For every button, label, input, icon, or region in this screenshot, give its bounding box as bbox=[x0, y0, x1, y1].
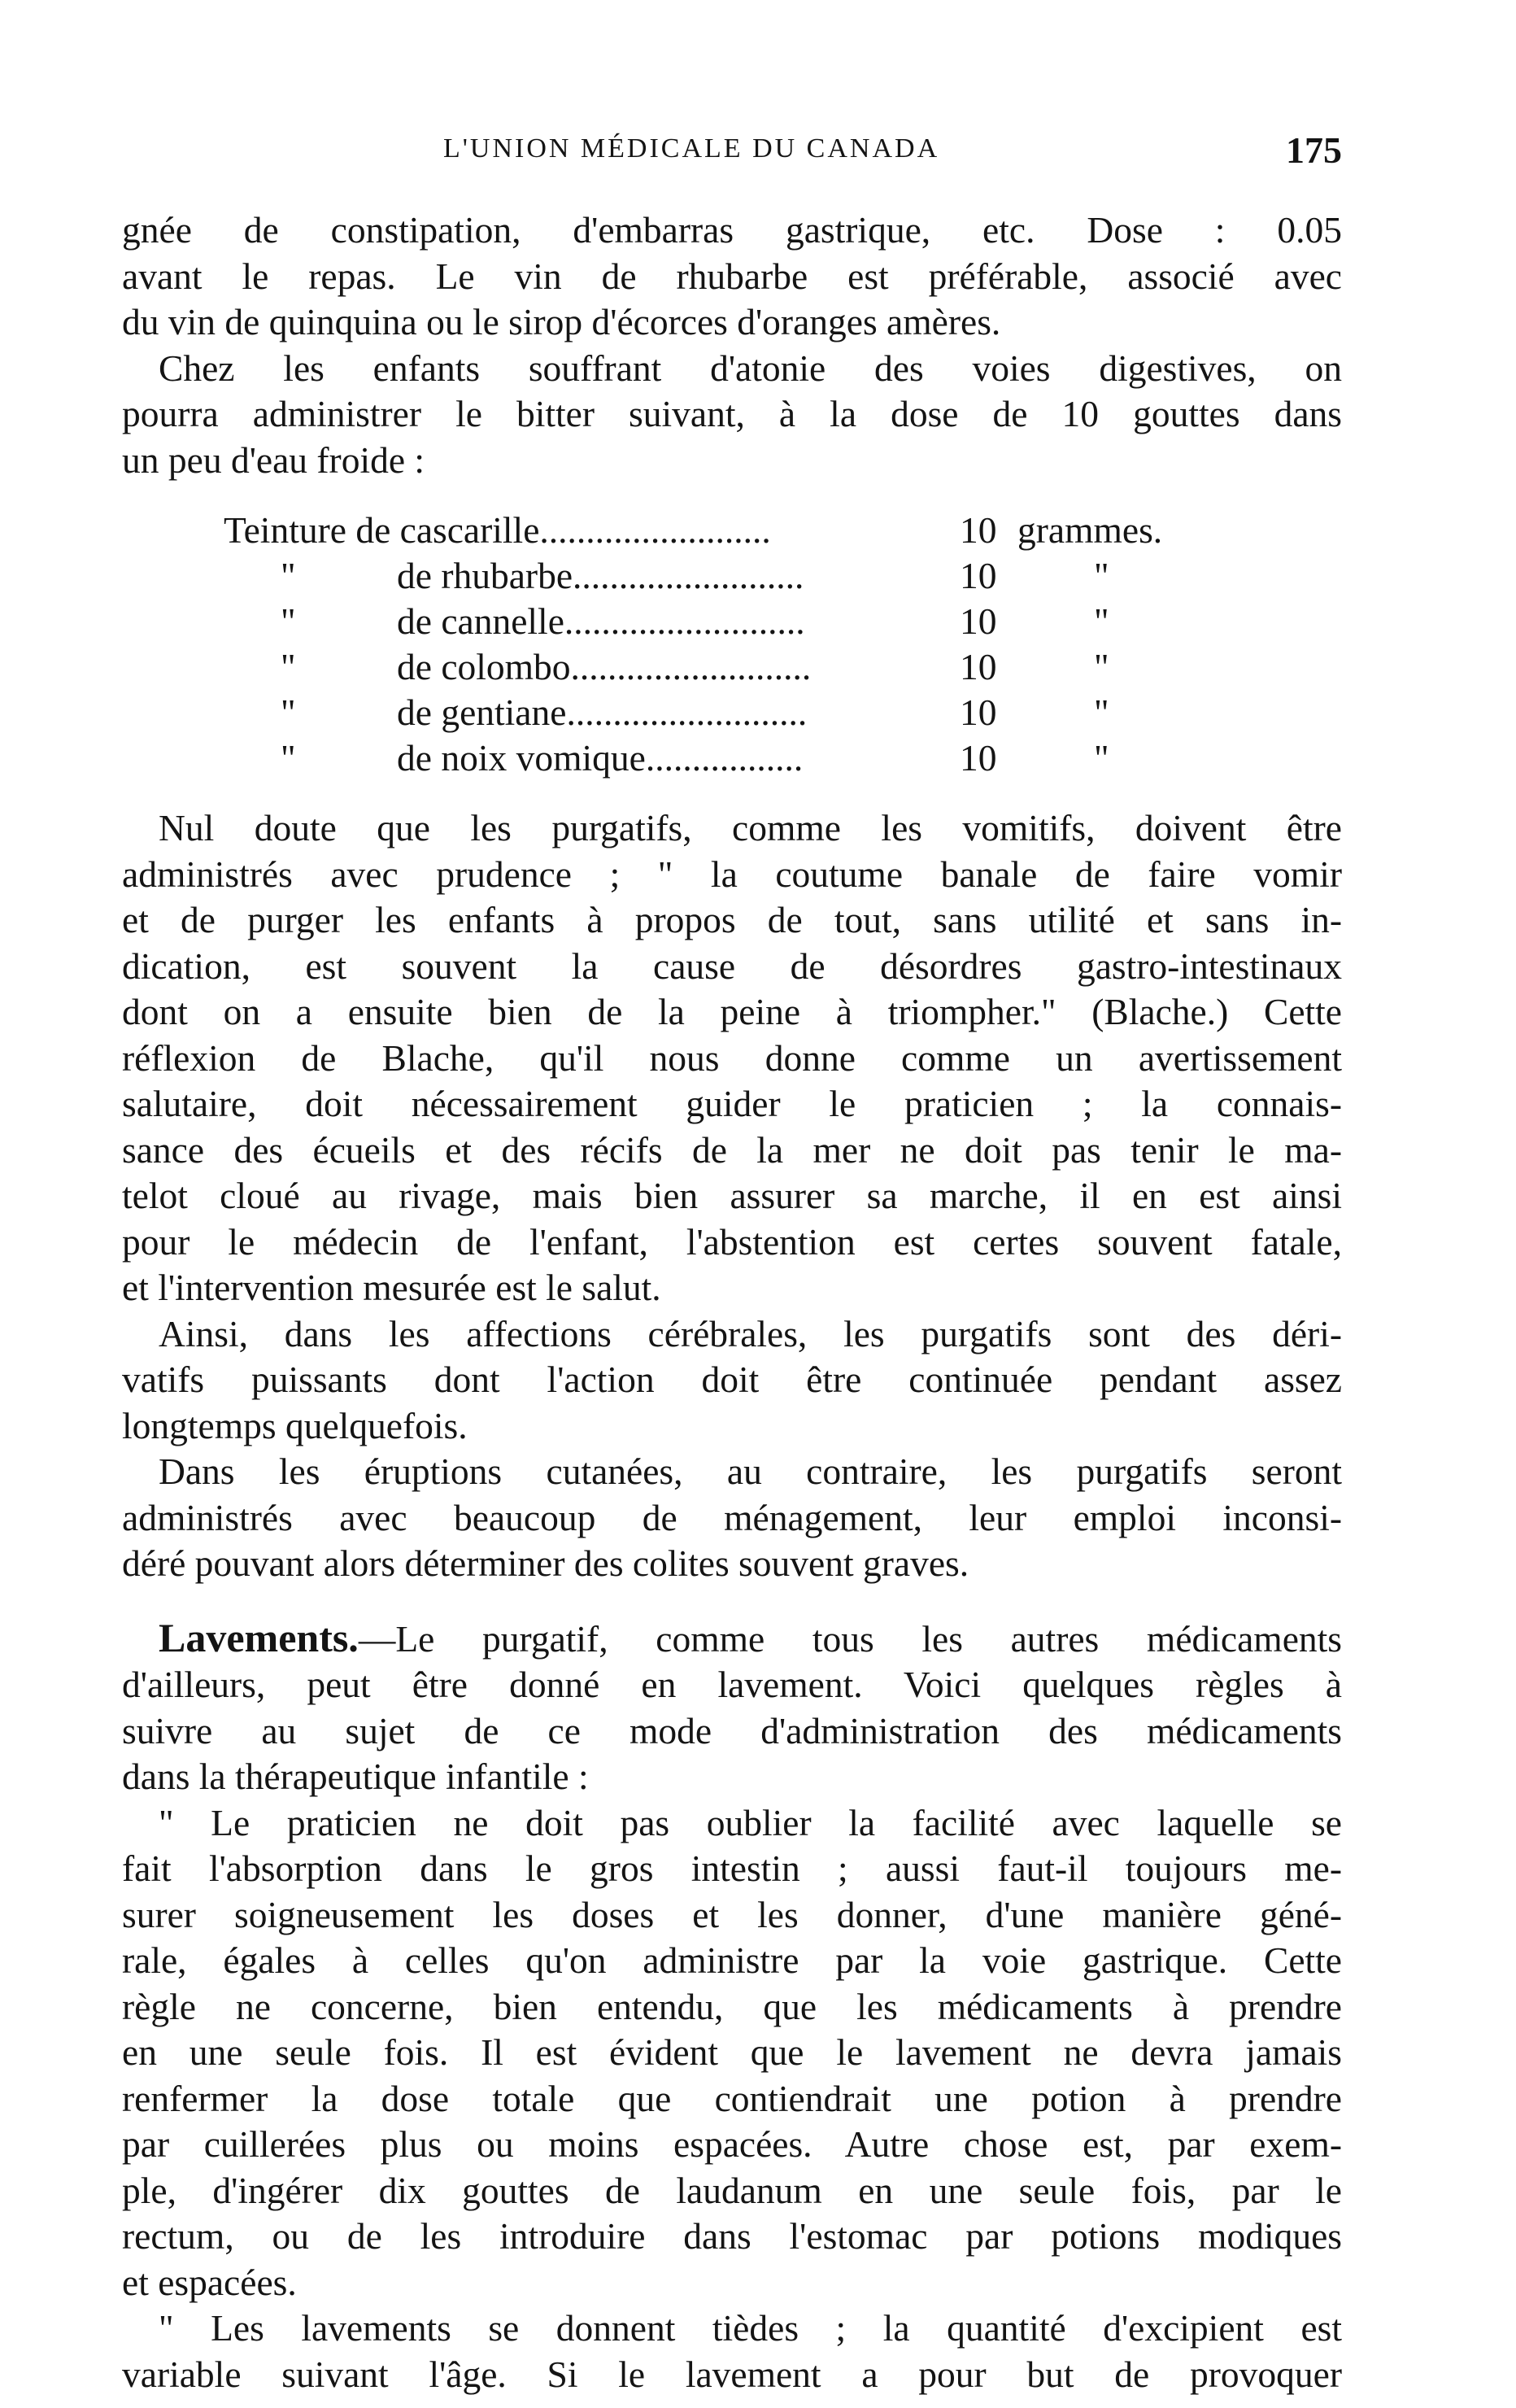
text-line: telot cloué au rivage, mais bien assurer sa marche, il en est ainsi bbox=[122, 1175, 1342, 1216]
text-line: réflexion de Blache, qu'il nous donne comme un avertissement bbox=[122, 1036, 1342, 1079]
ditto-mark: " bbox=[1094, 555, 1109, 596]
ditto-mark: " bbox=[1094, 600, 1109, 642]
ditto-mark: " bbox=[281, 646, 296, 687]
text-line: déré pouvant alors déterminer des colites souvent graves. bbox=[122, 1542, 969, 1584]
text-line: administrés avec prudence ; " la coutume banale de faire vomir bbox=[122, 853, 1342, 895]
section-gap bbox=[122, 1587, 1342, 1615]
paragraph-constipation bbox=[122, 207, 1342, 346]
ingredient-name: de colombo.......................... bbox=[397, 646, 812, 687]
body-text bbox=[122, 207, 1342, 2397]
text-line: dans la thérapeutique infantile : bbox=[122, 1756, 589, 1797]
text-line: surer soigneusement les doses et les donner, d'une manière géné- bbox=[122, 1893, 1342, 1935]
text-line: règle ne concerne, bien entendu, que les médicaments à prendre bbox=[122, 1985, 1342, 2027]
text-line: fait l'absorption dans le gros intestin ; aussi faut-il toujours me- bbox=[122, 1847, 1342, 1889]
ingredient-quantity: 10 bbox=[960, 691, 997, 733]
text-line: et de purger les enfants à propos de tout, sans utilité et sans in- bbox=[122, 899, 1342, 940]
recipe-row bbox=[122, 508, 1342, 553]
recipe-row bbox=[122, 735, 1342, 781]
ditto-mark: " bbox=[1094, 691, 1109, 733]
recipe-row bbox=[122, 644, 1342, 690]
recipe-row bbox=[122, 553, 1342, 599]
text-line: et espacées. bbox=[122, 2261, 297, 2303]
ditto-mark: " bbox=[1094, 737, 1109, 779]
paragraph-purgatifs bbox=[122, 805, 1342, 1311]
ditto-mark: " bbox=[281, 600, 296, 642]
ingredient-quantity: 10 bbox=[960, 600, 997, 642]
text-line: un peu d'eau froide : bbox=[122, 438, 425, 481]
recipe-table bbox=[122, 508, 1342, 781]
text-line: " Les lavements se donnent tièdes ; la quantité d'excipient est bbox=[159, 2307, 1342, 2349]
text-line: Chez les enfants souffrant d'atonie des voies digestives, on bbox=[159, 347, 1342, 389]
ditto-mark: " bbox=[1094, 646, 1109, 687]
text-line: et l'intervention mesurée est le salut. bbox=[122, 1267, 661, 1308]
ingredient-name: de noix vomique................. bbox=[397, 737, 804, 779]
ingredient-name: Teinture de cascarille......................... bbox=[224, 509, 771, 551]
text-line: gnée de constipation, d'embarras gastrique, etc. Dose : 0.05 bbox=[122, 209, 1342, 251]
text-line: pour le médecin de l'enfant, l'abstention est certes souvent fatale, bbox=[122, 1220, 1342, 1263]
text-line: d'ailleurs, peut être donné en lavement. Voici quelques règles à bbox=[122, 1664, 1342, 1705]
text-line: variable suivant l'âge. Si le lavement a pour but de provoquer bbox=[122, 2353, 1342, 2395]
recipe-row bbox=[122, 599, 1342, 644]
text-line: Nul doute que les purgatifs, comme les vomitifs, doivent être bbox=[159, 807, 1342, 848]
page-number: 175 bbox=[1286, 129, 1342, 171]
ingredient-name: de rhubarbe......................... bbox=[397, 555, 804, 596]
running-title: L'UNION MÉDICALE DU CANADA bbox=[443, 133, 940, 164]
ditto-mark: " bbox=[281, 737, 296, 779]
ditto-mark: " bbox=[281, 691, 296, 733]
recipe-row bbox=[122, 690, 1342, 735]
text-line: sance des écueils et des récifs de la mer ne doit pas tenir le ma- bbox=[122, 1128, 1342, 1171]
text-line: vatifs puissants dont l'action doit être continuée pendant assez bbox=[122, 1359, 1342, 1400]
paragraph-bitter bbox=[122, 346, 1342, 484]
text-line: rectum, ou de les introduire dans l'estomac par potions modiques bbox=[122, 2215, 1342, 2257]
text-line: dication, est souvent la cause de désordres gastro-intestinaux bbox=[122, 944, 1342, 987]
ditto-mark: " bbox=[281, 555, 296, 596]
ingredient-quantity: 10 bbox=[960, 646, 997, 687]
ingredient-quantity: 10 bbox=[960, 555, 997, 596]
text-line: longtemps quelquefois. bbox=[122, 1404, 468, 1446]
text-line: par cuillerées plus ou moins espacées. Autre chose est, par exem- bbox=[122, 2123, 1342, 2165]
text-line: salutaire, doit nécessairement guider le praticien ; la connais- bbox=[122, 1083, 1342, 1124]
text-line: pourra administrer le bitter suivant, à la dose de 10 gouttes dans bbox=[122, 393, 1342, 434]
paragraph-eruptions bbox=[122, 1449, 1342, 1587]
text-line: du vin de quinquina ou le sirop d'écorces d'oranges amères. bbox=[122, 301, 1001, 342]
ingredient-unit: grammes. bbox=[1017, 509, 1163, 551]
ingredient-name: de gentiane.......................... bbox=[397, 691, 808, 733]
text-line: dont on a ensuite bien de la peine à triompher." (Blache.) Cette bbox=[122, 991, 1342, 1032]
paragraph-tiedes bbox=[122, 2305, 1342, 2397]
text-line: Dans les éruptions cutanées, au contraire, les purgatifs seront bbox=[159, 1450, 1342, 1492]
text-line bbox=[122, 1615, 1342, 1663]
text-run: —Le purgatif, comme tous les autres médicaments bbox=[358, 1617, 1342, 1660]
text-line: rale, égales à celles qu'on administre par la voie gastrique. Cette bbox=[122, 1939, 1342, 1981]
text-line: avant le repas. Le vin de rhubarbe est préférable, associé avec bbox=[122, 255, 1342, 297]
text-line: en une seule fois. Il est évident que le lavement ne devra jamais bbox=[122, 2031, 1342, 2073]
section-title: Lavements. bbox=[159, 1614, 359, 1660]
paragraph-lavements bbox=[122, 1615, 1342, 1800]
text-line: administrés avec beaucoup de ménagement, leur emploi inconsi- bbox=[122, 1496, 1342, 1538]
text-line: Ainsi, dans les affections cérébrales, les purgatifs sont des déri- bbox=[159, 1312, 1342, 1354]
text-line: ple, d'ingérer dix gouttes de laudanum en une seule fois, par le bbox=[122, 2169, 1342, 2211]
ingredient-quantity: 10 bbox=[960, 509, 997, 551]
text-line: suivre au sujet de ce mode d'administration des médicaments bbox=[122, 1709, 1342, 1751]
paragraph-praticien bbox=[122, 1800, 1342, 2306]
text-line: " Le praticien ne doit pas oublier la facilité avec laquelle se bbox=[159, 1801, 1342, 1843]
paragraph-cerebrales bbox=[122, 1311, 1342, 1450]
page-header bbox=[122, 129, 1342, 177]
text-line: renfermer la dose totale que contiendrait une potion à prendre bbox=[122, 2077, 1342, 2119]
ingredient-name: de cannelle.......................... bbox=[397, 600, 805, 642]
ingredient-quantity: 10 bbox=[960, 737, 997, 779]
